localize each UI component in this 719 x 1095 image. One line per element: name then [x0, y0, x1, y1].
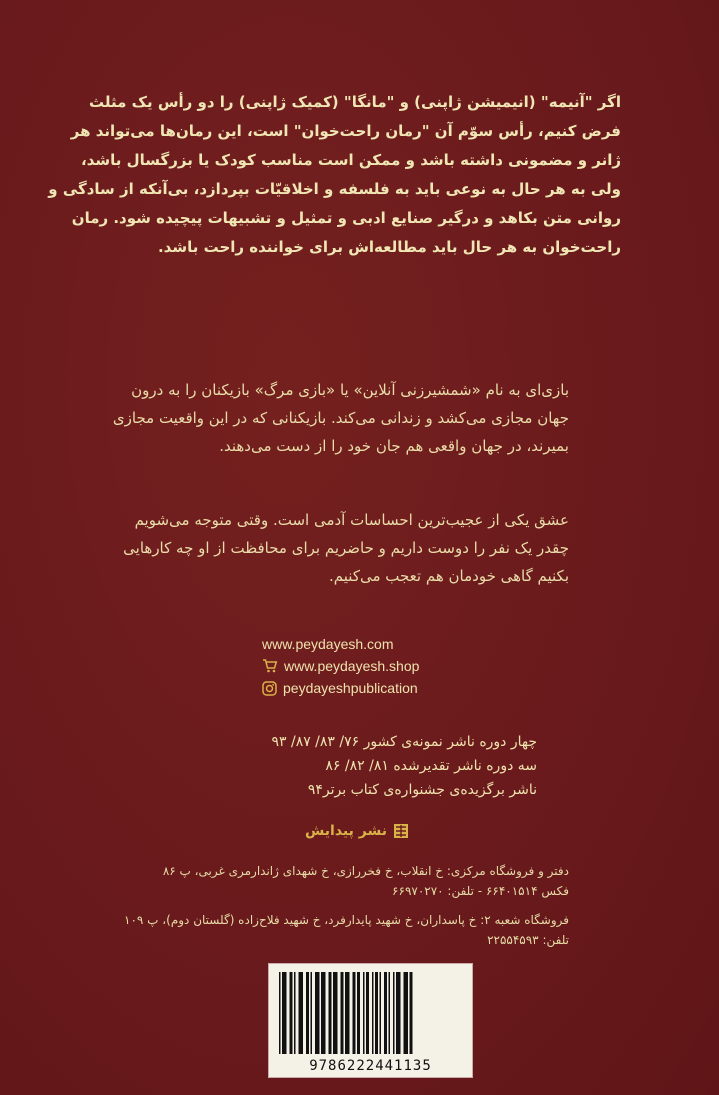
branch-address	[49, 910, 569, 950]
barcode-bar	[396, 972, 401, 1054]
blurb-line: ولی به هر حال به نوعی باید به فلسفه و اخلاقیّات بپردازد، بی‌آنکه از سادگی و	[48, 180, 621, 198]
barcode-bar	[363, 972, 365, 1054]
blurb-line: روانی متن بکاهد و درگیر صنایع ادبی و تمثیل و تشبیهات پیچیده شود. رمان	[71, 209, 621, 227]
synopsis-paragraph-1	[112, 376, 569, 460]
synopsis-paragraph-2	[123, 506, 569, 590]
instagram-handle[interactable]: peydayeshpublication	[283, 680, 418, 696]
barcode-bar	[299, 972, 304, 1054]
barcode-bar	[306, 972, 309, 1054]
address-line: تلفن: ۲۲۵۵۴۵۹۳	[487, 933, 569, 947]
barcode-bar	[380, 972, 382, 1054]
barcode-bar	[282, 972, 287, 1054]
instagram-icon	[262, 681, 277, 696]
website-link[interactable]: www.peydayesh.com	[262, 636, 394, 652]
instagram-row	[262, 677, 492, 699]
main-office-address	[49, 861, 569, 901]
website-row	[262, 633, 492, 655]
shopping-cart-icon	[262, 659, 278, 673]
awards-block	[137, 730, 537, 802]
synopsis-line: چقدر یک نفر را دوست داریم و حاضریم برای محافظت از او چه کارهایی	[123, 539, 569, 557]
award-line: چهار دوره ناشر نمونه‌ی کشور ۷۶/ ۸۳/ ۸۷/ ۹۳	[271, 734, 537, 750]
barcode-bar	[279, 972, 281, 1054]
award-line: سه دوره ناشر تقدیرشده ۸۱/ ۸۲/ ۸۶	[325, 758, 537, 774]
barcode-bar	[315, 972, 320, 1054]
barcode-bar	[333, 972, 338, 1054]
barcode-bar	[311, 972, 313, 1054]
barcode-bar	[375, 972, 378, 1054]
isbn-number: 9786222441135	[309, 1058, 432, 1074]
barcode-bar	[366, 972, 369, 1054]
barcode-bar	[372, 972, 374, 1054]
blurb-line: راحت‌خوان به هر حال باید مطالعه‌اش برای خواننده راحت باشد.	[157, 238, 621, 256]
barcode-bar	[410, 972, 413, 1054]
barcode-bar	[393, 972, 395, 1054]
barcode-bar	[384, 972, 387, 1054]
barcode-bar	[294, 972, 296, 1054]
barcode-bar	[290, 972, 293, 1054]
publisher-emblem-icon	[393, 823, 409, 839]
barcode-bar	[389, 972, 391, 1054]
synopsis-line: بازی‌ای به نام «شمشیرزنی آنلاین» یا «بازی مرگ» بازیکنان را به درون	[131, 381, 569, 399]
blurb-line: ژانر و مضمونی داشته باشد و ممکن است مناسب کودک یا بزرگسال باشد،	[81, 151, 621, 169]
publisher-logo	[305, 823, 409, 839]
address-line: فروشگاه شعبه ۲: خ پاسداران، خ شهید پایدارفرد، خ شهید فلاح‌زاده (گلستان دوم)، پ ۱۰۹	[124, 913, 569, 927]
barcode-bar	[404, 972, 409, 1054]
blurb-paragraph	[48, 88, 621, 262]
barcode-bar	[329, 972, 332, 1054]
contact-block	[262, 633, 492, 699]
award-line: ناشر برگزیده‌ی جشنواره‌ی کتاب برتر۹۴	[307, 782, 537, 798]
address-line: دفتر و فروشگاه مرکزی: خ انقلاب، خ فخررازی، خ شهدای ژاندارمری غربی، پ ۸۶	[162, 864, 569, 878]
barcode	[268, 963, 473, 1078]
synopsis-line: عشق یکی از عجیب‌ترین احساسات آدمی است. وقتی متوجه می‌شویم	[134, 511, 569, 529]
synopsis-line: بکنیم گاهی خودمان هم تعجب می‌کنیم.	[329, 567, 569, 585]
address-line: فکس ۶۶۴۰۱۵۱۴ - تلفن: ۶۶۹۷۰۲۷۰	[392, 884, 569, 898]
barcode-bar	[345, 972, 350, 1054]
blurb-line: فرض کنیم، رأس سوّم آن "رمان راحت‌خوان" است، این رمان‌ها می‌تواند هر	[70, 122, 621, 140]
publisher-name: نشر پیدایش	[305, 823, 387, 839]
barcode-bar	[321, 972, 326, 1054]
synopsis-line: بمیرند، در جهان واقعی هم جان خود را از دست می‌دهند.	[219, 437, 569, 455]
synopsis-line: جهان مجازی می‌کشد و زندانی می‌کند. بازیکنانی که در این واقعیت مجازی	[112, 409, 569, 427]
shop-row	[262, 655, 492, 677]
barcode-bars	[269, 964, 472, 1056]
shop-link[interactable]: www.peydayesh.shop	[284, 658, 420, 674]
barcode-bar	[357, 972, 360, 1054]
blurb-line: اگر "آنیمه" (انیمیشن ژاپنی) و "مانگا" (کمیک ژاپنی) را دو رأس یک مثلث	[88, 93, 621, 111]
barcode-bar	[353, 972, 356, 1054]
barcode-bar	[341, 972, 344, 1054]
